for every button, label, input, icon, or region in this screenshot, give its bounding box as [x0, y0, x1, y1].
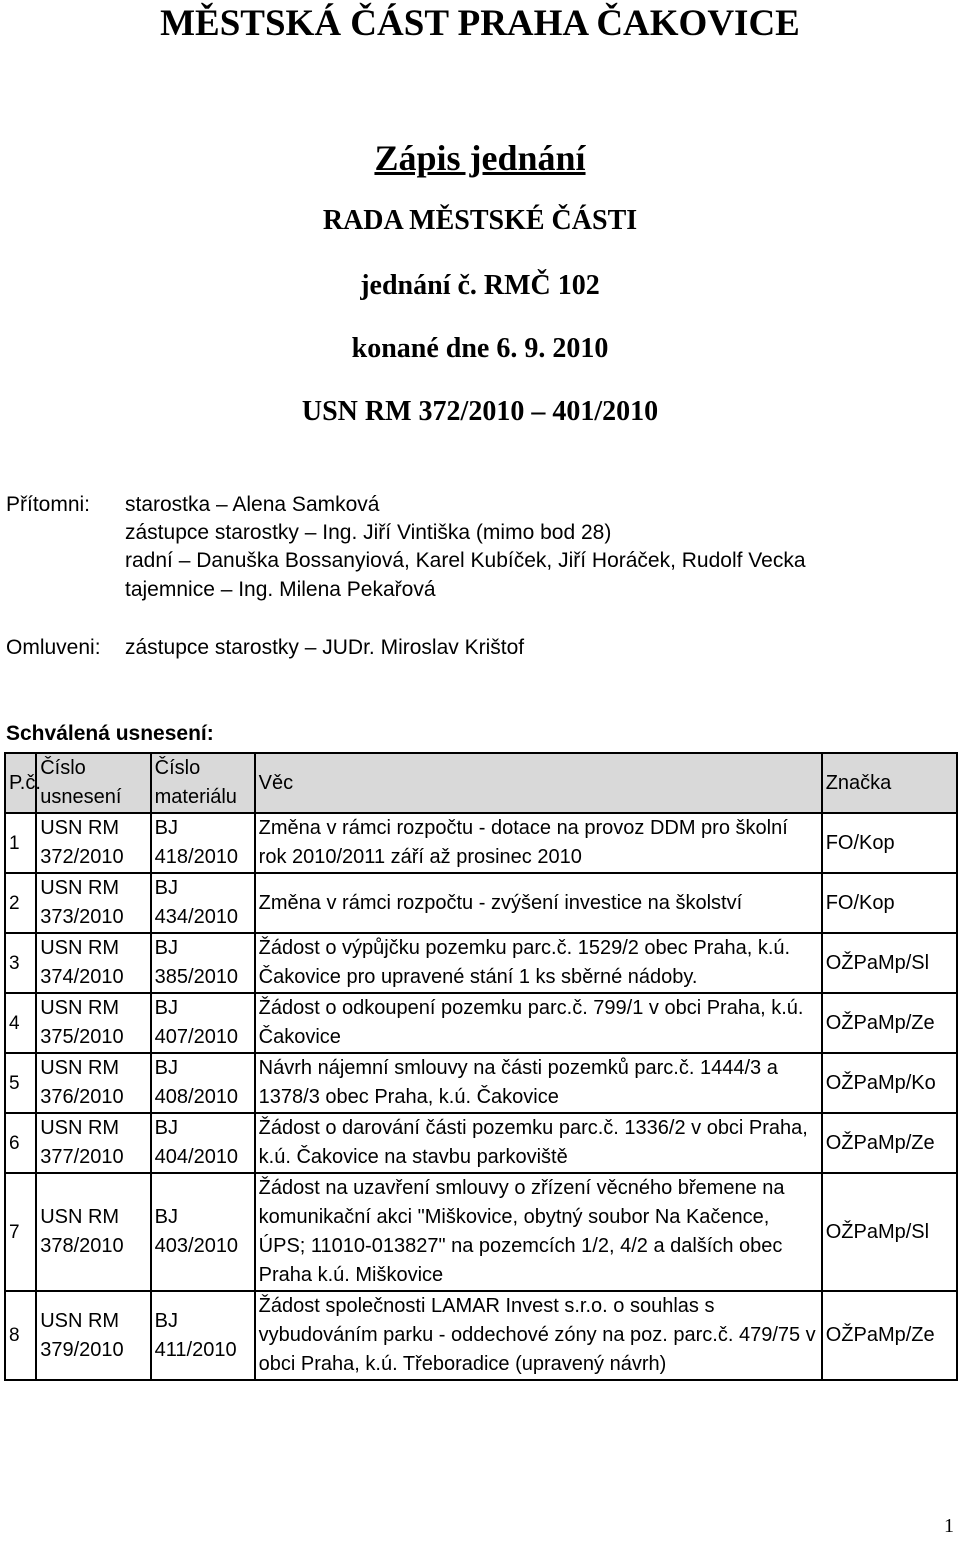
mark-line: OŽPaMp/Ze [825, 1011, 935, 1034]
material-number-line: 418/2010 [154, 846, 239, 868]
present-label: Přítomni: [6, 493, 91, 516]
material-number-line: BJ [154, 1309, 178, 1332]
row-number-line: 5 [9, 1072, 20, 1094]
subject-line: Žádost o výpůjčku pozemku parc.č. 1529/2 obec Praha, k.ú. Čakovice pro upravené stání 1 ks sběrné nádoby. [258, 937, 791, 988]
subject-line: Žádost na uzavření smlouvy o zřízení věcného břemene na komunikační akci "Miškovice, obytný soubor Na Kačence, ÚPS; 11010-013827" na pozemcích 1/2, 4/2 a dalších obec Praha k.ú. Miškovice [258, 1177, 785, 1286]
material-number-line: BJ [154, 1206, 178, 1228]
resolution-number [36, 933, 150, 993]
resolution-number-line: 375/2010 [40, 1026, 124, 1048]
resolution-number-line: USN RM [40, 997, 120, 1019]
row-number [5, 813, 36, 873]
resolution-number-line: 373/2010 [40, 906, 124, 928]
subject [255, 1291, 822, 1380]
material-number [151, 993, 255, 1053]
header-resolution-number-line2: usnesení [40, 786, 122, 808]
subject-line: Návrh nájemní smlouvy na části pozemků parc.č. 1444/3 a 1378/3 obec Praha, k.ú. Čakovice [258, 1057, 778, 1108]
row-number-line: 7 [9, 1221, 20, 1243]
resolutions-table [4, 752, 958, 1381]
resolution-number [36, 1113, 150, 1173]
subject-line: Změna v rámci rozpočtu - dotace na provoz DDM pro školní rok 2010/2011 září až prosinec 2010 [258, 817, 788, 868]
mark [822, 933, 957, 993]
header-resolution-number [36, 753, 150, 813]
resolution-number-line: USN RM [40, 1309, 120, 1332]
excused-line: zástupce starostky – JUDr. Miroslav Krištof [125, 636, 525, 659]
material-number-line: 408/2010 [154, 1086, 239, 1108]
row-number-line: 3 [9, 952, 20, 974]
header-mark: Značka [822, 753, 957, 813]
resolution-number-line: 379/2010 [40, 1338, 124, 1361]
document-title: Zápis jednání [374, 138, 586, 178]
resolution-number-line: 374/2010 [40, 966, 124, 988]
subject [255, 1053, 822, 1113]
row-number [5, 1291, 36, 1380]
row-number [5, 1113, 36, 1173]
material-number-line: BJ [154, 1117, 178, 1139]
mark [822, 1291, 957, 1380]
council-name: RADA MĚSTSKÉ ČÁSTI [322, 205, 638, 236]
mark [822, 813, 957, 873]
subject-line: Žádost o odkoupení pozemku parc.č. 799/1 v obci Praha, k.ú. Čakovice [258, 997, 804, 1048]
material-number-line: BJ [154, 817, 178, 839]
mark-line: FO/Kop [825, 891, 895, 914]
row-number [5, 933, 36, 993]
material-number [151, 873, 255, 933]
present-line: zástupce starostky – Ing. Jiří Vintiška (mimo bod 28) [125, 521, 612, 544]
row-number [5, 1173, 36, 1291]
material-number [151, 933, 255, 993]
meeting-number: jednání č. RMČ 102 [360, 270, 600, 301]
material-number [151, 1113, 255, 1173]
mark-line: OŽPaMp/Sl [825, 951, 930, 974]
material-number [151, 813, 255, 873]
mark [822, 993, 957, 1053]
mark [822, 1113, 957, 1173]
subject [255, 873, 822, 933]
resolution-number [36, 993, 150, 1053]
subject [255, 933, 822, 993]
resolution-number [36, 1291, 150, 1380]
header-resolution-number-line1: Číslo [40, 757, 86, 779]
subject [255, 993, 822, 1053]
material-number [151, 1173, 255, 1291]
row-number [5, 1053, 36, 1113]
subject [255, 1173, 822, 1291]
resolution-number-line: USN RM [40, 817, 120, 839]
resolution-number [36, 1173, 150, 1291]
material-number [151, 1053, 255, 1113]
mark [822, 1053, 957, 1113]
table-row [5, 1053, 957, 1113]
subject-line: Žádost společnosti LAMAR Invest s.r.o. o souhlas s vybudováním parku - oddechové zóny na poz. parc.č. 479/75 v obci Praha, k.ú. Třeboradice (upravený návrh) [258, 1295, 816, 1375]
table-row [5, 873, 957, 933]
municipality-heading: MĚSTSKÁ ČÁST PRAHA ČAKOVICE [160, 3, 800, 44]
resolution-number-line: USN RM [40, 1117, 120, 1139]
row-number-line: 8 [9, 1325, 20, 1346]
resolution-range: USN RM 372/2010 – 401/2010 [301, 396, 659, 427]
material-number-line: BJ [154, 997, 178, 1019]
present-line: starostka – Alena Samková [125, 493, 380, 516]
resolution-number [36, 813, 150, 873]
subject [255, 813, 822, 873]
row-number-line: 2 [9, 892, 20, 914]
table-row [5, 1291, 957, 1380]
material-number-line: 407/2010 [154, 1026, 239, 1048]
row-number-line: 4 [9, 1012, 20, 1034]
resolution-number-line: 376/2010 [40, 1086, 124, 1108]
present-line: tajemnice – Ing. Milena Pekařová [125, 578, 436, 601]
header-material-number-line2: materiálu [154, 786, 237, 808]
header-no: P.č. [5, 753, 36, 813]
subject [255, 1113, 822, 1173]
material-number-line: 403/2010 [154, 1235, 239, 1257]
table-row [5, 993, 957, 1053]
material-number [151, 1291, 255, 1380]
material-number-line: BJ [154, 937, 178, 959]
row-number-line: 1 [9, 832, 20, 854]
resolution-number-line: 372/2010 [40, 846, 124, 868]
resolution-number-line: USN RM [40, 1057, 120, 1079]
meeting-date: konané dne 6. 9. 2010 [351, 333, 609, 364]
material-number-line: 411/2010 [154, 1338, 237, 1361]
table-row [5, 1113, 957, 1173]
approved-resolutions-label: Schválená usnesení: [6, 722, 214, 745]
mark-line: OŽPaMp/Ze [825, 1131, 935, 1154]
row-number [5, 993, 36, 1053]
table-header-row [5, 753, 957, 813]
mark [822, 873, 957, 933]
resolution-number-line: USN RM [40, 937, 120, 959]
material-number-line: 385/2010 [154, 966, 239, 988]
material-number-line: 434/2010 [154, 906, 239, 928]
header-subject: Věc [255, 753, 822, 813]
table-row [5, 1173, 957, 1291]
mark [822, 1173, 957, 1291]
page-number: 1 [944, 1515, 954, 1537]
subject-line: Změna v rámci rozpočtu - zvýšení investice na školství [258, 891, 743, 914]
table-row [5, 813, 957, 873]
resolution-number-line: USN RM [40, 1206, 120, 1228]
resolution-number-line: USN RM [40, 877, 120, 899]
mark-line: OŽPaMp/Sl [825, 1220, 930, 1243]
row-number [5, 873, 36, 933]
present-line: radní – Danuška Bossanyiová, Karel Kubíček, Jiří Horáček, Rudolf Vecka [125, 549, 806, 572]
header-material-number [151, 753, 255, 813]
material-number-line: BJ [154, 877, 178, 899]
resolution-number [36, 1053, 150, 1113]
mark-line: OŽPaMp/Ze [825, 1324, 935, 1346]
table-row [5, 933, 957, 993]
resolution-number-line: 377/2010 [40, 1146, 124, 1168]
header-material-number-line1: Číslo [154, 757, 201, 779]
excused-label: Omluveni: [6, 636, 101, 659]
material-number-line: BJ [154, 1057, 178, 1079]
mark-line: FO/Kop [825, 831, 895, 854]
resolution-number [36, 873, 150, 933]
resolution-number-line: 378/2010 [40, 1235, 124, 1257]
material-number-line: 404/2010 [154, 1146, 239, 1168]
mark-line: OŽPaMp/Ko [825, 1071, 936, 1094]
row-number-line: 6 [9, 1132, 20, 1154]
subject-line: Žádost o darování části pozemku parc.č. 1336/2 v obci Praha, k.ú. Čakovice na stavbu parkoviště [258, 1117, 808, 1168]
